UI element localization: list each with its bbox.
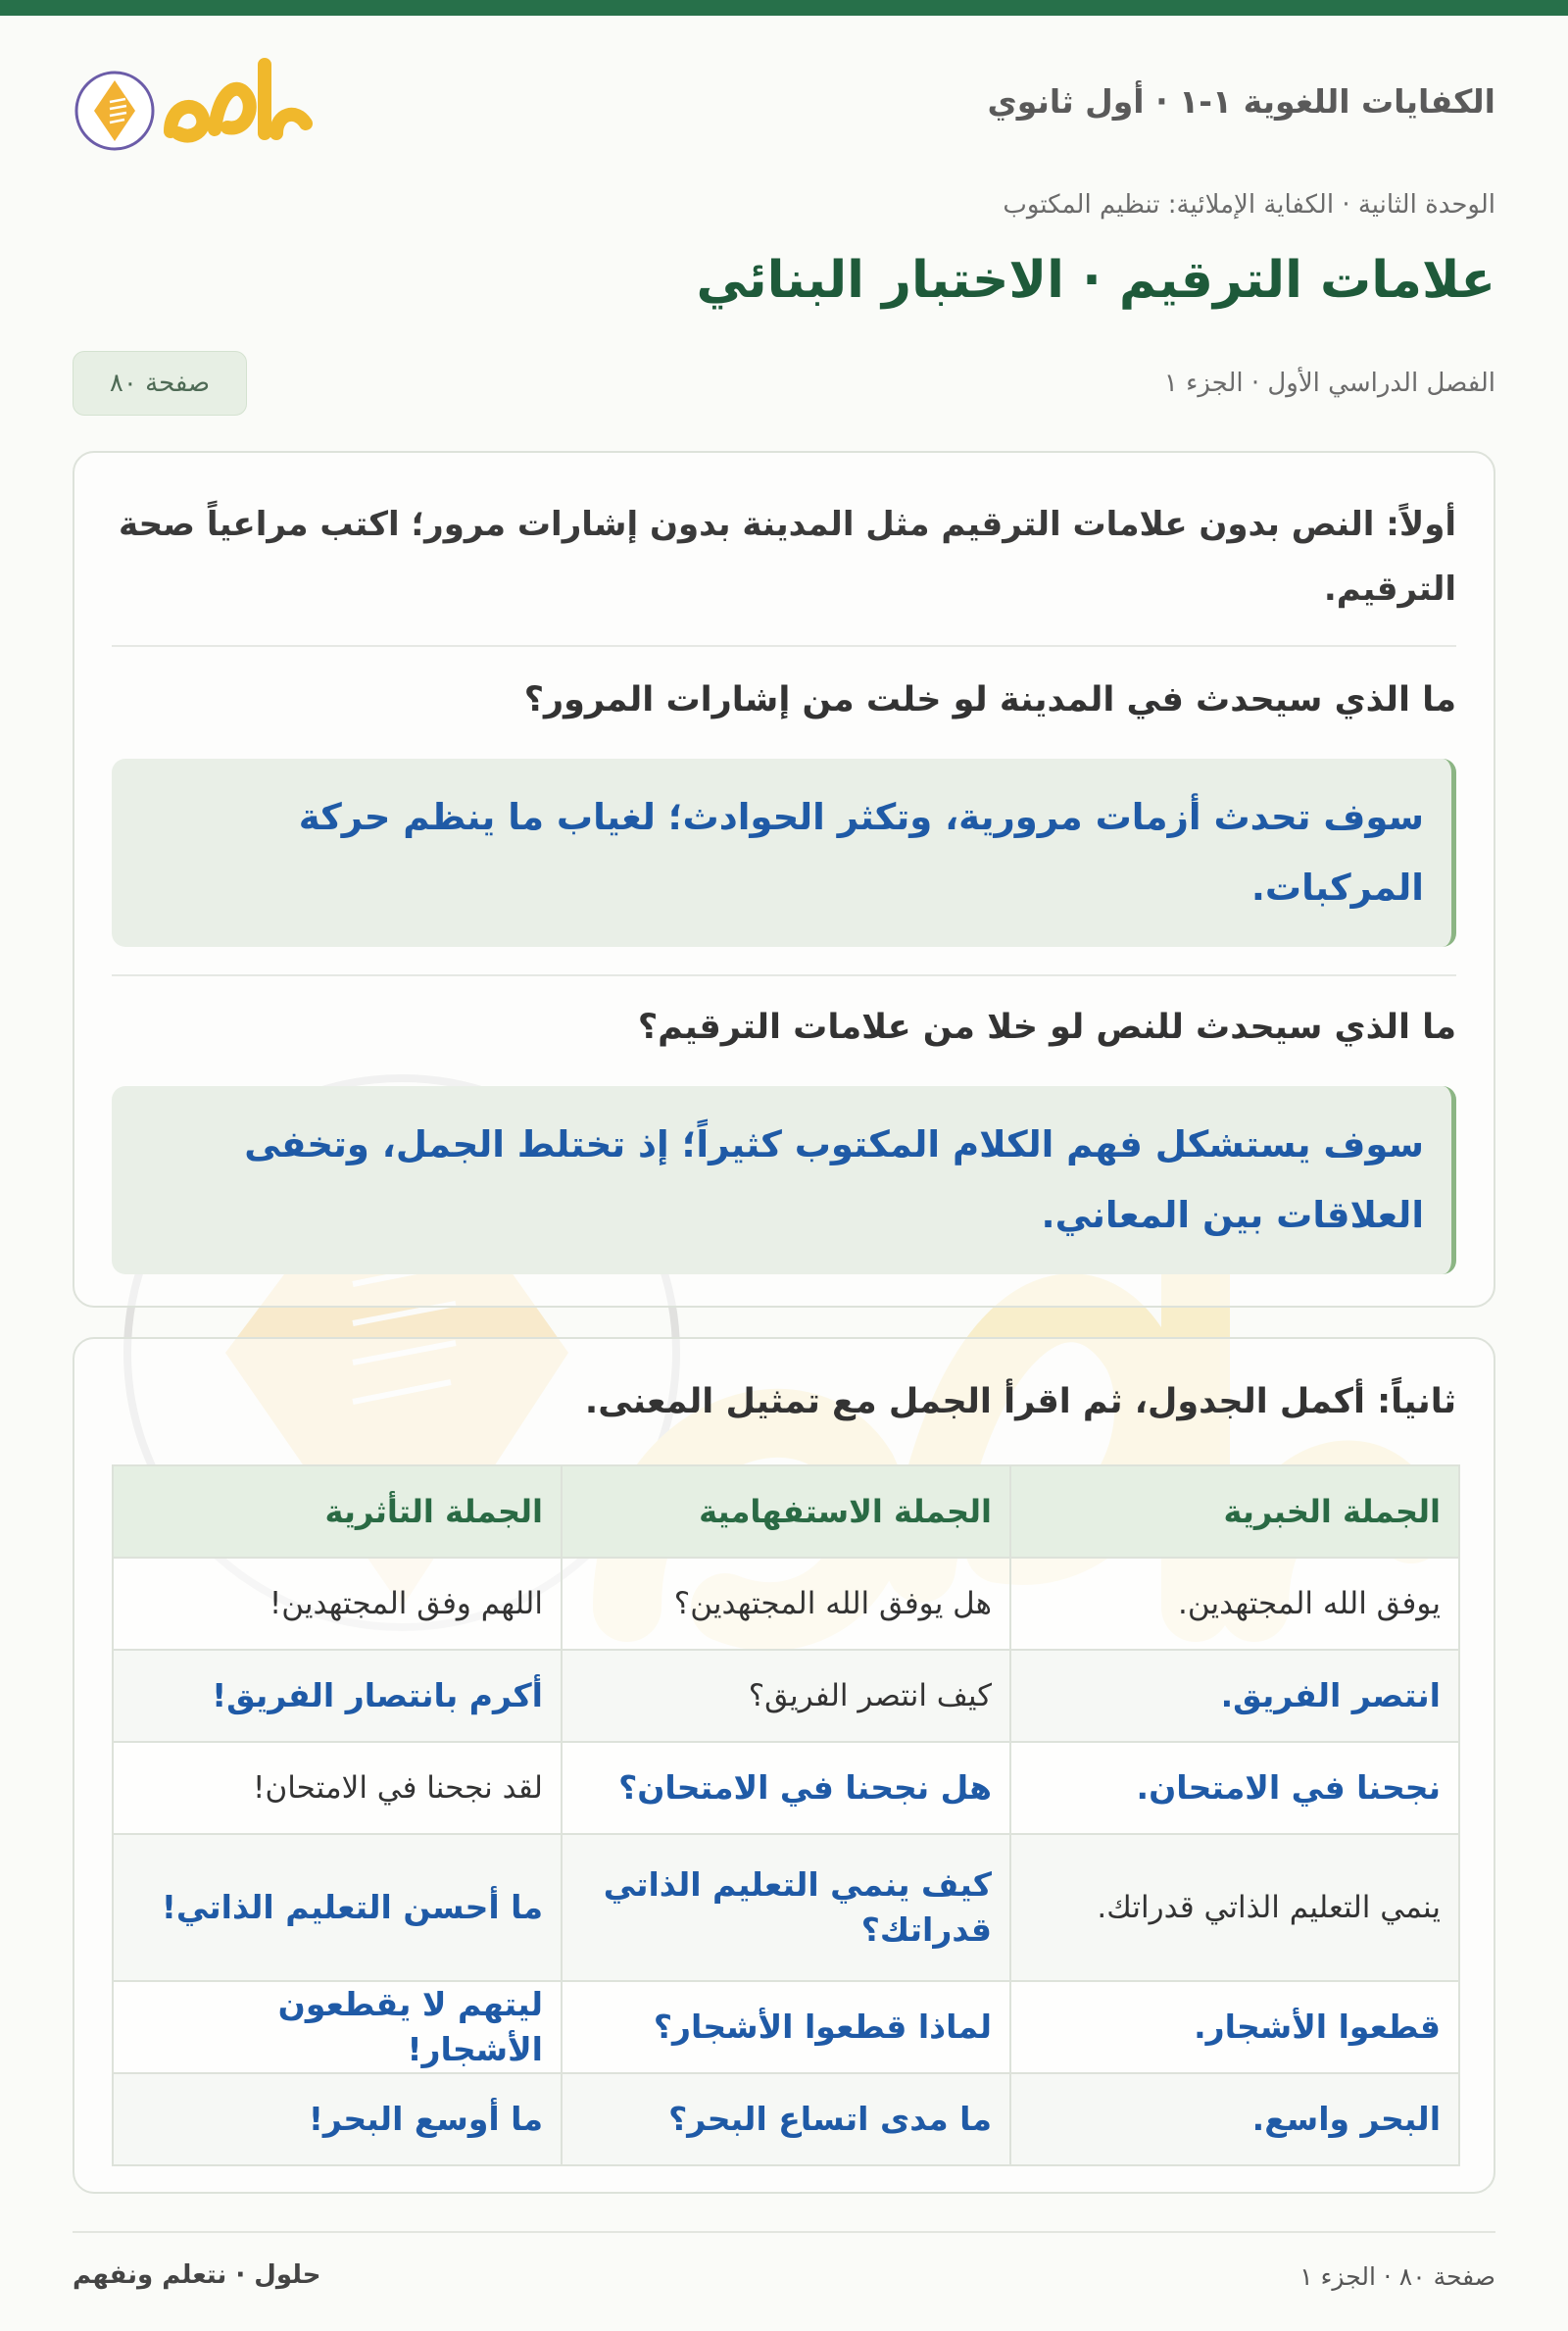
table-cell-answer: ما مدى اتساع البحر؟ — [562, 2073, 1010, 2165]
table-cell-answer: ما أحسن التعليم الذاتي! — [113, 1834, 562, 1981]
table-cell: يوفق الله المجتهدين. — [1010, 1558, 1459, 1650]
table-cell-answer: البحر واسع. — [1010, 2073, 1459, 2165]
question-1: ما الذي سيحدث في المدينة لو خلت من إشارات المرور؟ — [523, 680, 1456, 719]
answer-2: سوف يستشكل فهم الكلام المكتوب كثيراً؛ إذ تختلط الجمل، وتخفى العلاقات بين المعاني. — [112, 1086, 1456, 1274]
question-2: ما الذي سيحدث للنص لو خلا من علامات الترقيم؟ — [637, 1008, 1456, 1047]
table-row — [113, 1981, 1459, 2073]
footer-brand: حلول · نتعلم ونفهم — [73, 2260, 321, 2290]
hulul-logo[interactable] — [73, 51, 327, 159]
book-title: الكفايات اللغوية ١-١ · أول ثانوي — [987, 82, 1495, 121]
table-cell-answer: قطعوا الأشجار. — [1010, 1981, 1459, 2073]
table-cell-answer: أكرم بانتصار الفريق! — [113, 1650, 562, 1742]
table-row — [113, 1834, 1459, 1981]
page-title: علامات الترقيم · الاختبار البنائي — [696, 251, 1495, 310]
breadcrumb: الوحدة الثانية · الكفاية الإملائية: تنظيم المكتوب — [1003, 190, 1495, 220]
table-cell-answer: هل نجحنا في الامتحان؟ — [562, 1742, 1010, 1834]
table-row — [113, 2073, 1459, 2165]
divider — [112, 974, 1456, 976]
table-cell: لقد نجحنا في الامتحان! — [113, 1742, 562, 1834]
table-header-row — [113, 1465, 1459, 1558]
table-cell: اللهم وفق المجتهدين! — [113, 1558, 562, 1650]
footer-divider — [73, 2231, 1495, 2233]
table-cell-answer: لماذا قطعوا الأشجار؟ — [562, 1981, 1010, 2073]
header — [73, 51, 1495, 159]
exercise-card-1 — [73, 451, 1495, 1308]
exercise-1-prompt: أولاً: النص بدون علامات الترقيم مثل المدينة بدون إشارات مرور؛ اكتب مراعياً صحة الترقيم. — [119, 505, 1456, 609]
table-row — [113, 1558, 1459, 1650]
header-interrogative: الجملة الاستفهامية — [562, 1465, 1010, 1558]
table-cell-answer: انتصر الفريق. — [1010, 1650, 1459, 1742]
top-accent-bar — [0, 0, 1568, 16]
table-cell-answer: نجحنا في الامتحان. — [1010, 1742, 1459, 1834]
table-cell: ينمي التعليم الذاتي قدراتك. — [1010, 1834, 1459, 1981]
answer-1: سوف تحدث أزمات مرورية، وتكثر الحوادث؛ لغياب ما ينظم حركة المركبات. — [112, 759, 1456, 947]
table-cell: كيف انتصر الفريق؟ — [562, 1650, 1010, 1742]
table-row — [113, 1650, 1459, 1742]
semester-info: الفصل الدراسي الأول · الجزء ١ — [1163, 369, 1495, 398]
divider — [112, 645, 1456, 647]
page-number-badge: صفحة ٨٠ — [73, 351, 247, 416]
table-cell-answer: ليتهم لا يقطعون الأشجار! — [113, 1981, 562, 2073]
header-exclamatory: الجملة التأثرية — [113, 1465, 562, 1558]
table-cell: هل يوفق الله المجتهدين؟ — [562, 1558, 1010, 1650]
table-cell-answer: كيف ينمي التعليم الذاتي قدراتك؟ — [562, 1834, 1010, 1981]
exercise-card-2 — [73, 1337, 1495, 2194]
exercise-2-prompt: ثانياً: أكمل الجدول، ثم اقرأ الجمل مع تمثيل المعنى. — [584, 1382, 1456, 1421]
table-row — [113, 1742, 1459, 1834]
sentences-table — [112, 1464, 1460, 2166]
table-cell-answer: ما أوسع البحر! — [113, 2073, 562, 2165]
footer-page-info: صفحة ٨٠ · الجزء ١ — [1299, 2262, 1495, 2291]
header-declarative: الجملة الخبرية — [1010, 1465, 1459, 1558]
